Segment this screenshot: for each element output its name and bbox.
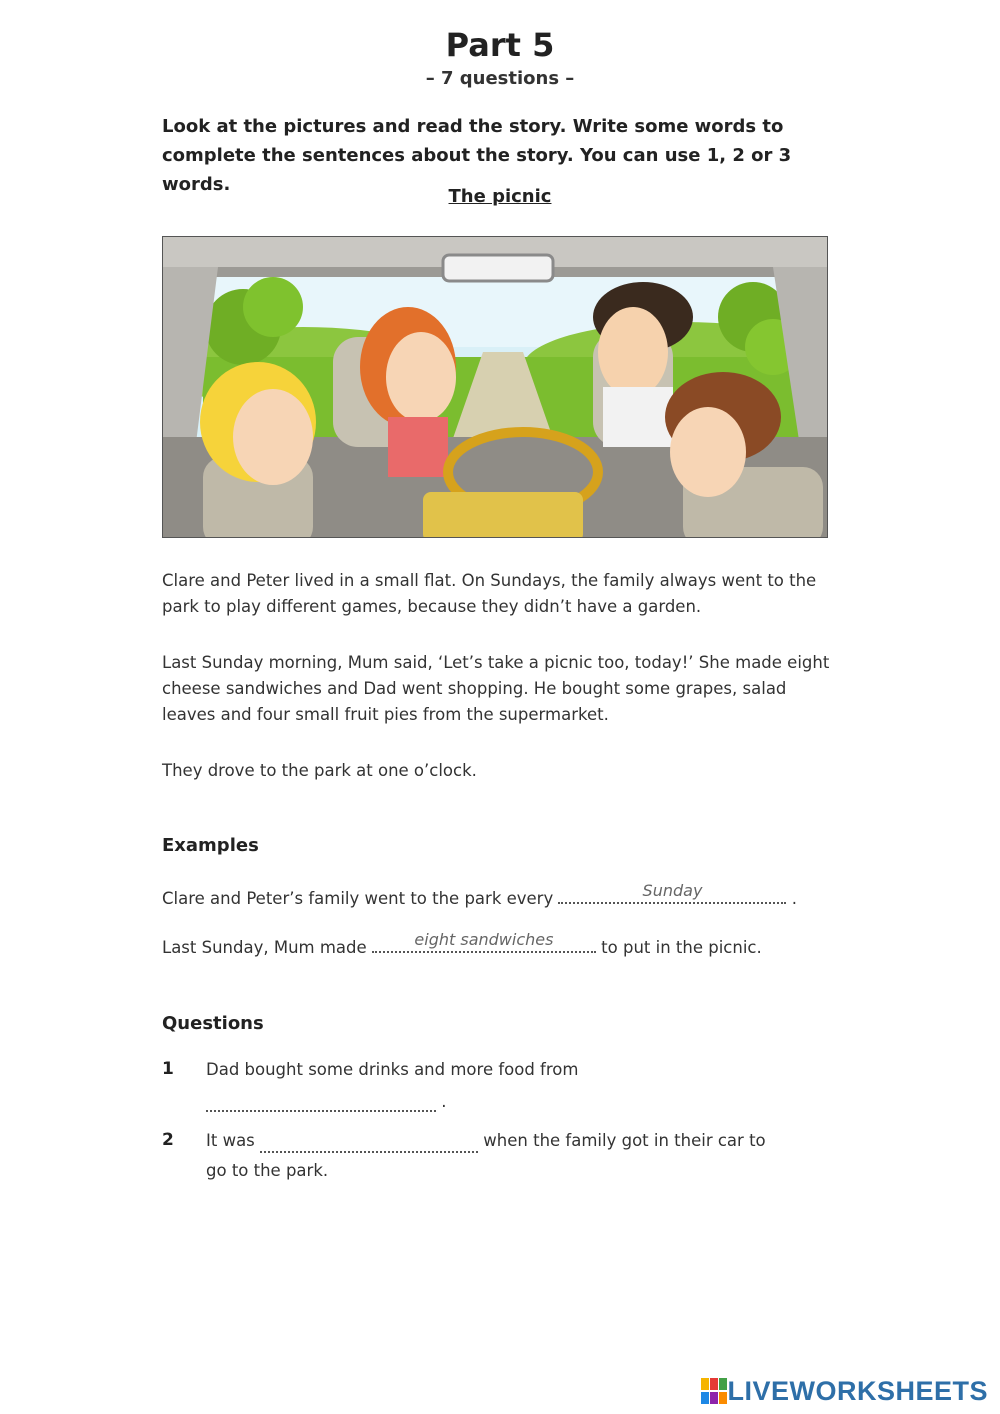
example-1-answer-blank [558,881,786,904]
story-title: The picnic [448,186,552,207]
question-2-number: 2 [162,1130,174,1150]
logo-blocks-icon [701,1378,727,1404]
example-2 [162,930,762,957]
question-2-line-2: go to the park. [206,1161,329,1180]
question-2-start: It was [206,1131,255,1150]
question-2-answer-input[interactable] [260,1133,478,1153]
question-1-end: . [441,1092,447,1111]
car-family-illustration [163,237,828,538]
example-1 [162,881,797,908]
question-2-line-1 [206,1131,766,1153]
story-paragraph-3: They drove to the park at one o’clock. [162,761,477,780]
example-2-text: Last Sunday, Mum made [162,938,367,957]
page-subtitle: – 7 questions – [425,68,575,89]
question-1-text: Dad bought some drinks and more food from [206,1060,579,1079]
example-2-end: to put in the picnic. [601,938,762,957]
question-1-number: 1 [162,1059,174,1079]
story-paragraph-1: Clare and Peter lived in a small flat. On Sundays, the family always went to the park to play different games, because they didn’t have a garden. [162,571,817,616]
example-1-answer: Sunday [642,881,703,900]
example-1-end: . [791,889,797,908]
examples-heading: Examples [162,835,259,856]
instructions-line-1: Look at the pictures and read the story. Write some words to [162,116,784,137]
question-1-line-2 [206,1092,447,1112]
story-picture [162,236,828,538]
page-title: Part 5 [445,26,555,64]
questions-heading: Questions [162,1013,264,1034]
instructions-line-2: complete the sentences about the story. You can use 1, 2 or 3 words. [162,145,792,195]
question-1-answer-input[interactable] [206,1096,436,1112]
logo-text: LIVEWORKSHEETS [727,1375,988,1406]
story-paragraph-2: Last Sunday morning, Mum said, ‘Let’s take a picnic too, today!’ She made eight cheese sandwiches and Dad went shopping. He bought some grapes, salad leaves and four small fruit pies from the supermarket. [162,653,830,724]
example-2-answer: eight sandwiches [414,930,554,949]
liveworksheets-logo[interactable] [701,1376,988,1406]
example-2-answer-blank [372,930,596,953]
question-2-middle: when the family got in their car to [483,1131,766,1150]
example-1-text: Clare and Peter’s family went to the park every [162,889,554,908]
